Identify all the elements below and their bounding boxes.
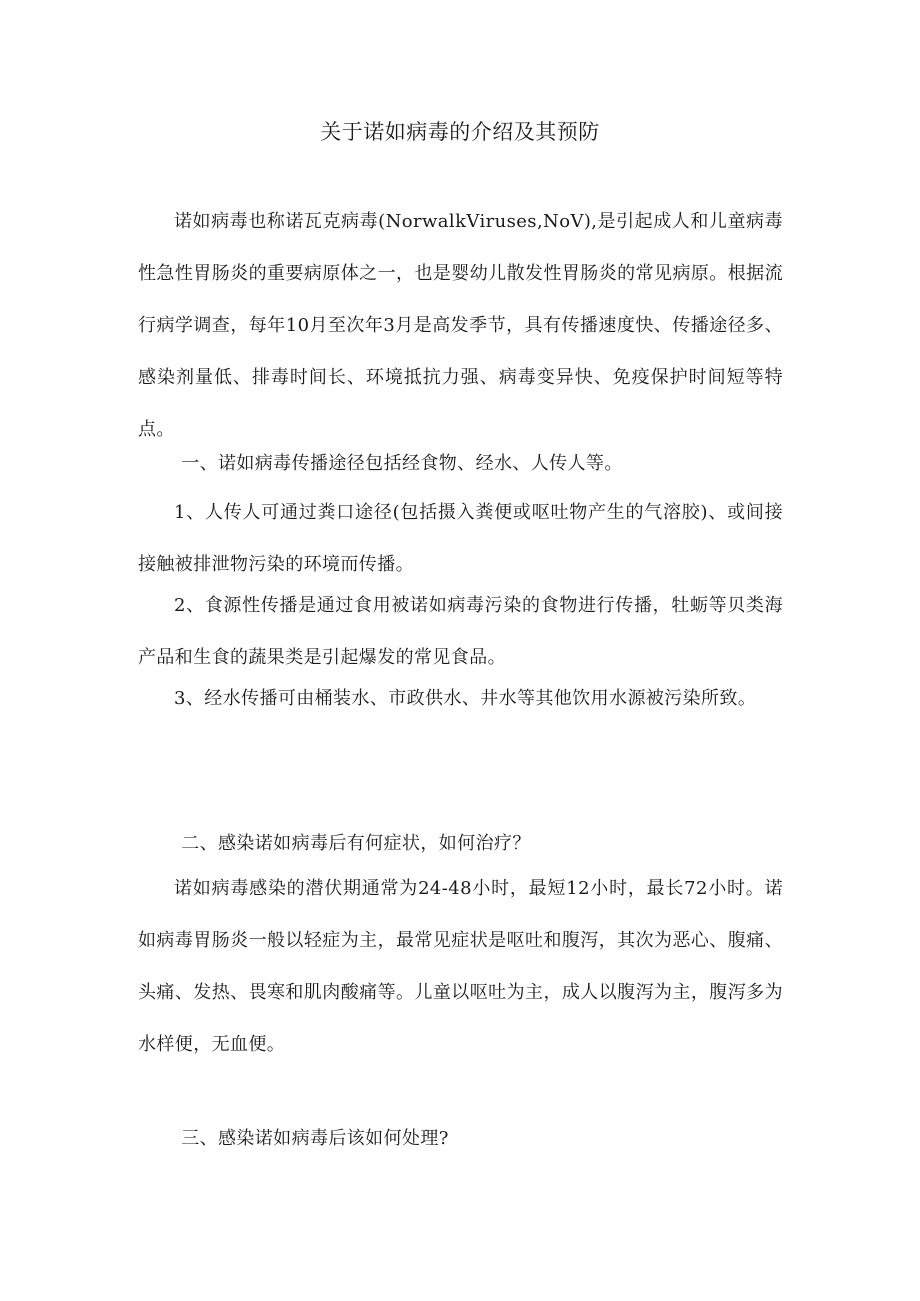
transmission-item-1: 1、人传人可通过粪口途径(包括摄入粪便或呕吐物产生的气溶胶)、或间接接触被排泄物污染的环境而传播。 [138,502,783,575]
intro-paragraph: 诺如病毒也称诺瓦克病毒(NorwalkViruses,NoV),是引起成人和儿童病毒性急性胃肠炎的重要病原体之一，也是婴幼儿散发性胃肠炎的常见病原。根据流行病学调查，每年10月至次年3月是高发季节，具有传播速度快、传播途径多、感染剂量低、排毒时间长、环境抵抗力强、病毒变异快、免疫保护时间短等特点。 [138,211,783,440]
transmission-item-2: 2、食源性传播是通过食用被诺如病毒污染的食物进行传播，牡蛎等贝类海产品和生食的蔬果类是引起爆发的常见食品。 [138,595,783,668]
section-1-heading: 一、诺如病毒传播途径包括经食物、经水、人传人等。 [181,453,623,474]
transmission-item-3: 3、经水传播可由桶装水、市政供水、井水等其他饮用水源被污染所致。 [174,688,757,709]
section-2-heading: 二、感染诺如病毒后有何症状，如何治疗？ [181,833,531,854]
document-title: 关于诺如病毒的介绍及其预防 [320,120,600,144]
symptoms-paragraph: 诺如病毒感染的潜伏期通常为24-48小时，最短12小时，最长72小时。诺如病毒胃肠炎一般以轻症为主，最常见症状是呕吐和腹泻，其次为恶心、腹痛、头痛、发热、畏寒和肌肉酸痛等。儿童以呕吐为主，成人以腹泻为主，腹泻多为水样便，无血便。 [138,878,783,1055]
section-3-heading: 三、感染诺如病毒后该如何处理? [181,1128,449,1149]
